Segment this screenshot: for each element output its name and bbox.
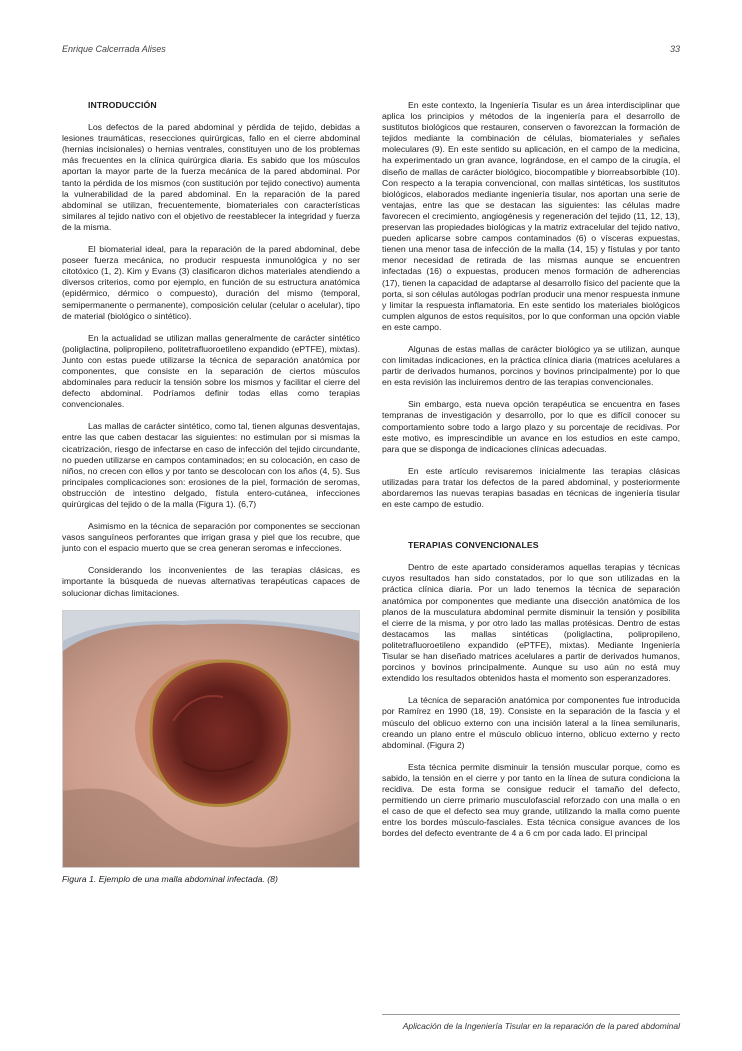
paragraph: Considerando los inconvenientes de las terapias clásicas, es importante la búsqueda de nuevas alternativas terapéuticas capaces de solucionar dichas limitaciones. — [62, 565, 360, 598]
paragraph: Esta técnica permite disminuir la tensión muscular porque, como es sabido, la tensión en el cierre y por tanto en la línea de sutura condiciona la recidiva. De esta forma se consigue reducir el tamaño del defecto, permitiendo un cierre primario musculofascial reforzado con una malla o en el caso de que el defecto sea muy grande, utilizando la malla como puente entre los bordes músculo-fasciales. Esta técnica consigue avances de los bordes del defecto eventrante de 4 a 6 cm por cada lado. El principal — [382, 761, 680, 839]
paragraph: En este artículo revisaremos inicialmente las terapias clásicas utilizadas para tratar los defectos de la pared abdominal, y posteriormente abordaremos las nuevas terapias basadas en técnicas de ingeniería tisular en este campo de estudio. — [382, 465, 680, 510]
figure-1-caption: Figura 1. Ejemplo de una malla abdominal infectada. (8) — [62, 873, 278, 884]
footer-running-title: Aplicación de la Ingeniería Tisular en la reparación de la pared abdominal — [402, 1021, 680, 1031]
page-number: 33 — [669, 44, 680, 54]
paragraph: La técnica de separación anatómica por componentes fue introducida por Ramírez en 1990 (18, 19). Consiste en la separación de la fascia y el músculo del oblicuo externo con una incisión lateral a la línea semilunaris, creando un plano entre el músculo oblicuo interno, oblicuo externo y recto abdominal. (Figura 2) — [382, 695, 680, 750]
paragraph: Algunas de estas mallas de carácter biológico ya se utilizan, aunque con limitadas indicaciones, en la práctica clínica diaria (matrices acelulares a partir de derivados humanos, porcinos y bovinos principalmente) por lo que en esta revisión las incluiremos dentro de las terapias convencionales. — [382, 343, 680, 388]
left-column — [62, 100, 360, 896]
header-author: Enrique Calcerrada Alises — [62, 44, 166, 54]
paragraph: El biomaterial ideal, para la reparación de la pared abdominal, debe poseer fuerza mecánica, no producir respuesta inmunológica y no ser citotóxico (1, 2). Kim y Evans (3) clasificaron dichos materiales atendiendo a diversos criterios, como por ejemplo, en función de su estructura anatómica (epidérmico, dérmico o compuesto), duración del mismo (temporal, semipermanente o permanente), composición celular (celular o acelular), tipo de material (biológico o sintético). — [62, 244, 360, 321]
paragraph: En la actualidad se utilizan mallas generalmente de carácter sintético (poliglactina, polipropileno, politetrafluoroetileno expandido (ePTFE), mixtas). Junto con estas puede utilizarse la técnica de separación anatómica por componentes, que consiste en la separación de ciertos músculos abdominales para reducir la tensión sobre los mismos y facilitar el cierre del defecto abdominal. Podríamos definir todas ellas como terapias convencionales. — [62, 332, 360, 410]
figure-1-photo — [62, 610, 360, 868]
wound-photo-illustration — [63, 611, 359, 867]
footer-rule — [382, 1014, 680, 1015]
section-heading-introduccion: INTRODUCCIÓN — [88, 100, 157, 110]
paragraph: En este contexto, la Ingeniería Tisular es un área interdisciplinar que aplica los principios y métodos de la ingeniería para el desarrollo de sustitutos biológicos que restauren, conserven o favorezcan la formación de tejidos mediante la combinación de células, biomateriales y señales moleculares (9). En este sentido su aplicación, en el campo de la medicina, ha experimentado un gran avance, lográndose, en el campo de la cirugía, el diseño de mallas de carácter biológico, biocompatible y biorreabsorbible (10). Con respecto a la terapia convencional, con mallas sintéticas, los sustitutos biológicos, elaborados mediante ingeniería tisular, nos aportan una serie de ventajas, entre las que se destacan las siguientes: las células madre favorecen el crecimiento, angiogénesis y regeneración del tejido (11, 12, 13), preservan las propiedades biológicas y la matriz extracelular del tejido nativo, pueden aplicarse sobre campos contaminados (6) o vísceras expuestas, tienen una menor tasa de infección de la malla (14, 15) y fístulas y por tanto menor necesidad de retirada de las mismas aunque se encuentren infectadas (16) o expuestas, producen menos formación de adherencias (17), tienen la capacidad de adaptarse al desarrollo físico del paciente que la porta, si son células autólogas podrían producir una menor respuesta inmune y limitar la respuesta inflamatoria. En este sentido los materiales biológicos cumplen algunos de estos requisitos, por lo que conforman una opción viable en este campo. — [382, 100, 680, 332]
paragraph: Asimismo en la técnica de separación por componentes se seccionan vasos sanguíneos perforantes que irrigan grasa y piel que los recubre, que junto con el espacio muerto que se crea generan seromas e infecciones. — [62, 521, 360, 554]
paragraph: Los defectos de la pared abdominal y pérdida de tejido, debidas a lesiones traumáticas, resecciones quirúrgicas, fallo en el cierre abdominal (hernias incisionales) o hernias ventrales, constituyen uno de los problemas más frecuentes en la clínica quirúrgica diaria. Es sabido que los músculos aportan la mayor parte de la fuerza mecánica de la pared abdominal. Por tanto la pérdida de los mismos (con sustitución por tejido conectivo) aumenta la vulnerabilidad de la pared abdominal. En la reparación de la pared abdominal se utilizan, frecuentemente, biomateriales con características similares al tejido nativo con el objetivo de reestablecer la integridad y fuerza de la misma. — [62, 122, 360, 232]
section-heading-terapias-convencionales: TERAPIAS CONVENCIONALES — [408, 540, 539, 551]
paragraph: Dentro de este apartado consideramos aquellas terapias y técnicas cuyos resultados han sido constatados, por lo que son utilizadas en la práctica clínica diaria. Por un lado tenemos la técnica de separación anatómica por componentes que mediante una disección anatómica de los planos de la musculatura abdominal permite disminuir la tensión y posibilita el cierre de la misma, y por otro lado las mallas protésicas. Dentro de estas destacamos las mallas sintéticas (poliglactina, polipropileno, politetrafluoroetileno expandido (ePTFE), mixtas). Mediante Ingeniería Tisular se han diseñado matrices acelulares a partir de derivados humanos, porcinos y bovinos principalmente. Aunque su uso aún no está muy extendido los resultados obtenidos hasta el momento son esperanzadores. — [382, 562, 680, 684]
right-column — [382, 100, 680, 850]
paragraph: Sin embargo, esta nueva opción terapéutica se encuentra en fases tempranas de investigación y desarrollo, por lo que es difícil conocer su comportamiento sobre todo a largo plazo y su porcentaje de recidivas. Por este motivo, es imprescindible un avance en los estudios en este campo, para que se disponga de indicaciones clínicas adecuadas. — [382, 399, 680, 454]
paragraph: Las mallas de carácter sintético, como tal, tienen algunas desventajas, entre las que caben destacar las siguientes: no estimulan por si mismas la cicatrización, riesgo de infectarse en caso de infección del tejido circundante, no pueden utilizarse en campos contaminados; en su colocación, en caso de niños, no crecen con ellos y por tanto se descolocan con los años (4, 5). Sus principales complicaciones son: erosiones de la piel, formación de seromas, obstrucción de intestino delgado, fístula entero-cutánea, infecciones quirúrgicas del tejido o de la malla (Figura 1). (6,7) — [62, 421, 360, 509]
